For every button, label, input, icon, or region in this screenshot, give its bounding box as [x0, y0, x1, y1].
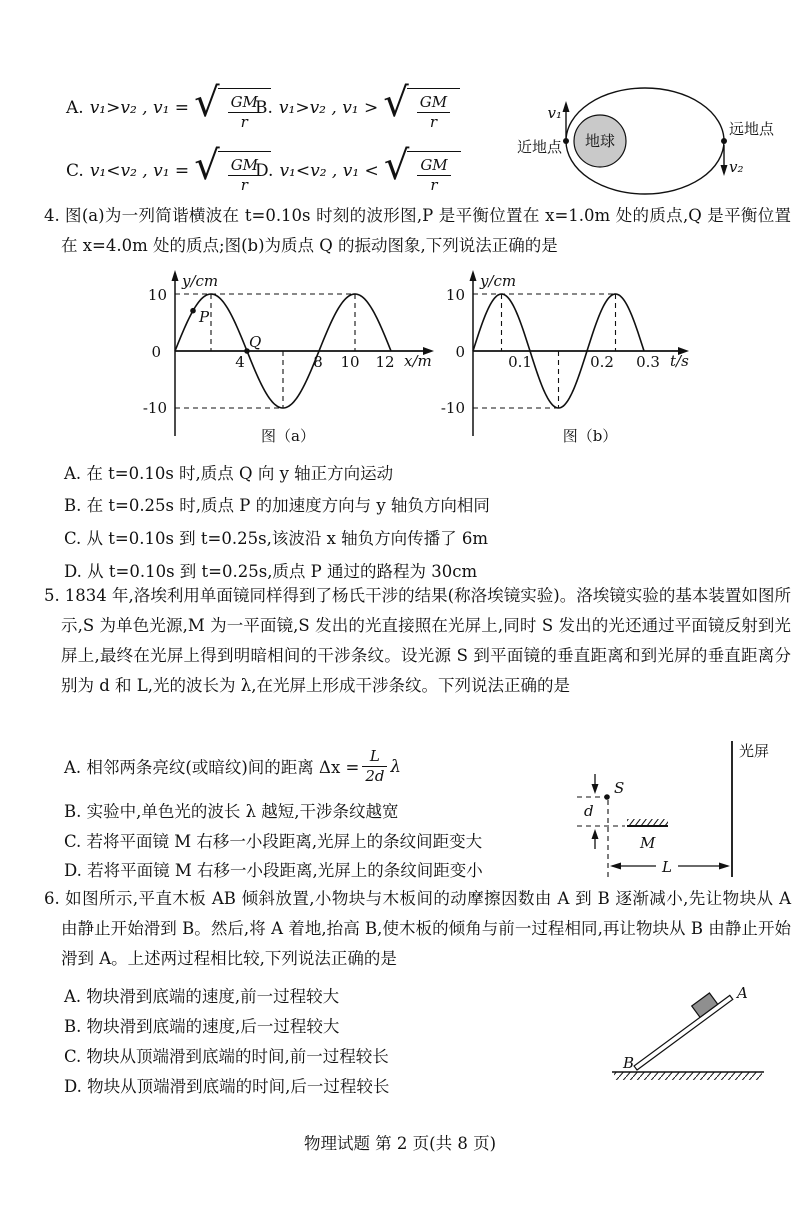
- q5-option-a: [64, 741, 401, 791]
- screen-label: 光屏: [739, 742, 770, 760]
- q4-option-c: C. 从 t=0.10s 到 t=0.25s,该波沿 x 轴负方向传播了 6m: [64, 529, 489, 548]
- question-5-paragraph: [44, 581, 791, 701]
- board-group: [626, 984, 733, 1070]
- x-tick-4: 4: [235, 353, 245, 371]
- option-condition: v₁>v₂ , v₁ >: [278, 98, 379, 118]
- q5-option-b: B. 实验中,单色光的波长 λ 越短,干涉条纹越宽: [64, 802, 399, 821]
- v1-label: v₁: [547, 104, 562, 122]
- mirror-hatching: [627, 819, 668, 826]
- radical-sign: √: [194, 80, 220, 127]
- page-footer: 物理试题 第 2 页(共 8 页): [303, 1134, 497, 1153]
- q6-option-a: A. 物块滑到底端的速度,前一过程较大: [64, 987, 340, 1006]
- apogee-dot: [721, 138, 727, 144]
- mirror-label: M: [640, 834, 656, 852]
- radical-sign: √: [383, 80, 409, 127]
- fraction-denominator: r: [240, 113, 248, 131]
- option-condition: v₁<v₂ , v₁ <: [279, 161, 379, 181]
- x-axis-label: x/m: [404, 352, 432, 370]
- x-tick-01: 0.1: [508, 353, 532, 371]
- fraction-numerator: L: [369, 746, 380, 765]
- y-tick-0: 0: [455, 343, 465, 361]
- lloyd-mirror-figure: [563, 722, 795, 887]
- y-axis-arrowhead: [470, 270, 477, 281]
- q5-option-c: C. 若将平面镜 M 右移一小段距离,光屏上的条纹间距变大: [64, 832, 483, 851]
- fraction-denominator: 2d: [365, 766, 385, 785]
- x-tick-03: 0.3: [636, 353, 660, 371]
- v2-label: v₂: [729, 158, 744, 176]
- q4-option-a: A. 在 t=0.10s 时,质点 Q 向 y 轴正方向运动: [64, 464, 394, 483]
- question-text: 1834 年,洛埃利用单面镜同样得到了杨氏干涉的结果(称洛埃镜实验)。洛埃镜实验的基本装置如图所示,S 为单色光源,M 为一平面镜,S 发出的光直接照在光屏上,同时 S 发出的光还通过平面镜反射到光屏上,最终在光屏上得到明暗相间的干涉条纹。设光源 S 到平面镜的垂直距离和到光屏的垂直距离分别为 d 和 L,光的波长为 λ,在光屏上形成干涉条纹。下列说法正确的是: [61, 586, 791, 695]
- fraction-numerator: GM: [420, 156, 448, 175]
- q3-option-d: [255, 143, 461, 194]
- q3-option-a: [66, 80, 271, 131]
- q3-option-c: [66, 143, 274, 194]
- question-text: 图(a)为一列简谐横波在 t=0.10s 时刻的波形图,P 是平衡位置在 x=1.0m 处的质点,Q 是平衡位置在 x=4.0m 处的质点;图(b)为质点 Q 的振动图象,下列说法正确的是: [61, 206, 791, 255]
- option-text: A. 相邻两条亮纹(或暗纹)间的距离 Δx =: [64, 758, 360, 777]
- question-4-paragraph: [44, 201, 791, 261]
- option-condition: v₁>v₂ , v₁ =: [89, 98, 190, 118]
- fraction-denominator: r: [240, 176, 248, 194]
- fraction-numerator: GM: [419, 93, 448, 112]
- sqrt-expression: [383, 143, 461, 194]
- L-arrowhead-right: [719, 863, 730, 870]
- earth-label: 地球: [584, 132, 616, 150]
- v1-arrowhead: [563, 101, 570, 112]
- radical-sign: √: [383, 143, 410, 190]
- q6-option-d: D. 物块从顶端滑到底端的时间,后一过程较长: [64, 1077, 390, 1096]
- question-text: 如图所示,平直木板 AB 倾斜放置,小物块与木板间的动摩擦因数由 A 到 B 逐渐减小,先让物块从 A 由静止开始滑到 B。然后,将 A 着地,抬高 B,使木板的倾角与前一过程相同,再让物块从 B 由静止开始滑到 A。上述两过程相比较,下列说法正确的是: [61, 889, 791, 968]
- point-Q-label: Q: [249, 333, 262, 351]
- q6-option-c: C. 物块从顶端滑到底端的时间,前一过程较长: [64, 1047, 389, 1066]
- fraction-denominator: r: [430, 176, 438, 194]
- y-tick-neg10: -10: [440, 399, 465, 417]
- x-tick-10: 10: [340, 353, 360, 371]
- wave-graph-a: [128, 266, 440, 452]
- x-tick-02: 0.2: [590, 353, 614, 371]
- option-label: B.: [255, 98, 273, 118]
- y-tick-10: 10: [445, 286, 465, 304]
- y-tick-neg10: -10: [142, 399, 167, 417]
- q6-option-b: B. 物块滑到底端的速度,后一过程较大: [64, 1017, 340, 1036]
- x-tick-12: 12: [375, 353, 395, 371]
- y-axis-label: y/cm: [182, 272, 219, 290]
- x-axis-label: t/s: [670, 352, 689, 370]
- q3-option-b: [255, 80, 460, 131]
- perigee-label: 近地点: [516, 138, 562, 156]
- figure-b-caption: 图（b）: [562, 427, 618, 445]
- question-number: 4.: [44, 206, 60, 225]
- option-label: C.: [66, 161, 84, 181]
- option-label: A.: [66, 98, 84, 118]
- question-6-paragraph: [44, 884, 791, 974]
- wave-graph-b: [438, 266, 700, 452]
- x-tick-8: 8: [313, 353, 323, 371]
- L-label: L: [662, 858, 672, 876]
- board: [634, 995, 733, 1070]
- option-condition: v₁<v₂ , v₁ =: [89, 161, 190, 181]
- fraction-denominator: r: [429, 113, 438, 131]
- q5-option-d: D. 若将平面镜 M 右移一小段距离,光屏上的条纹间距变小: [64, 861, 483, 880]
- source-dot: [604, 794, 610, 800]
- v2-arrowhead: [721, 165, 728, 176]
- L-arrowhead-left: [610, 863, 621, 870]
- point-B-label: B: [623, 1054, 635, 1072]
- fraction-numerator: GM: [230, 93, 258, 112]
- perigee-dot: [563, 138, 569, 144]
- y-axis-label: y/cm: [480, 272, 517, 290]
- d-arrow-down-head: [592, 784, 599, 794]
- q4-option-b: B. 在 t=0.25s 时,质点 P 的加速度方向与 y 轴负方向相同: [64, 496, 490, 515]
- lambda-symbol: λ: [390, 756, 401, 776]
- question-number: 6.: [44, 889, 60, 908]
- point-P-label: P: [199, 308, 210, 326]
- ground-hatching: [614, 1072, 762, 1080]
- fraction-numerator: GM: [230, 156, 259, 175]
- point-A-label: A: [737, 984, 748, 1002]
- d-label: d: [584, 802, 594, 820]
- fraction: [362, 748, 387, 785]
- orbit-figure: [503, 68, 795, 218]
- point-P-dot: [190, 308, 196, 314]
- y-axis-arrowhead: [172, 270, 179, 281]
- apogee-label: 远地点: [729, 120, 775, 138]
- sqrt-expression: [383, 80, 460, 131]
- d-arrow-up-head: [592, 829, 599, 839]
- radical-sign: √: [194, 143, 220, 190]
- option-label: D.: [255, 161, 274, 181]
- y-tick-0: 0: [151, 343, 161, 361]
- q4-option-d: D. 从 t=0.10s 到 t=0.25s,质点 P 通过的路程为 30cm: [64, 562, 478, 581]
- source-label: S: [614, 779, 625, 797]
- incline-figure: [598, 973, 788, 1085]
- question-number: 5.: [44, 586, 60, 605]
- figure-a-caption: 图（a）: [261, 427, 315, 445]
- y-tick-10: 10: [147, 286, 167, 304]
